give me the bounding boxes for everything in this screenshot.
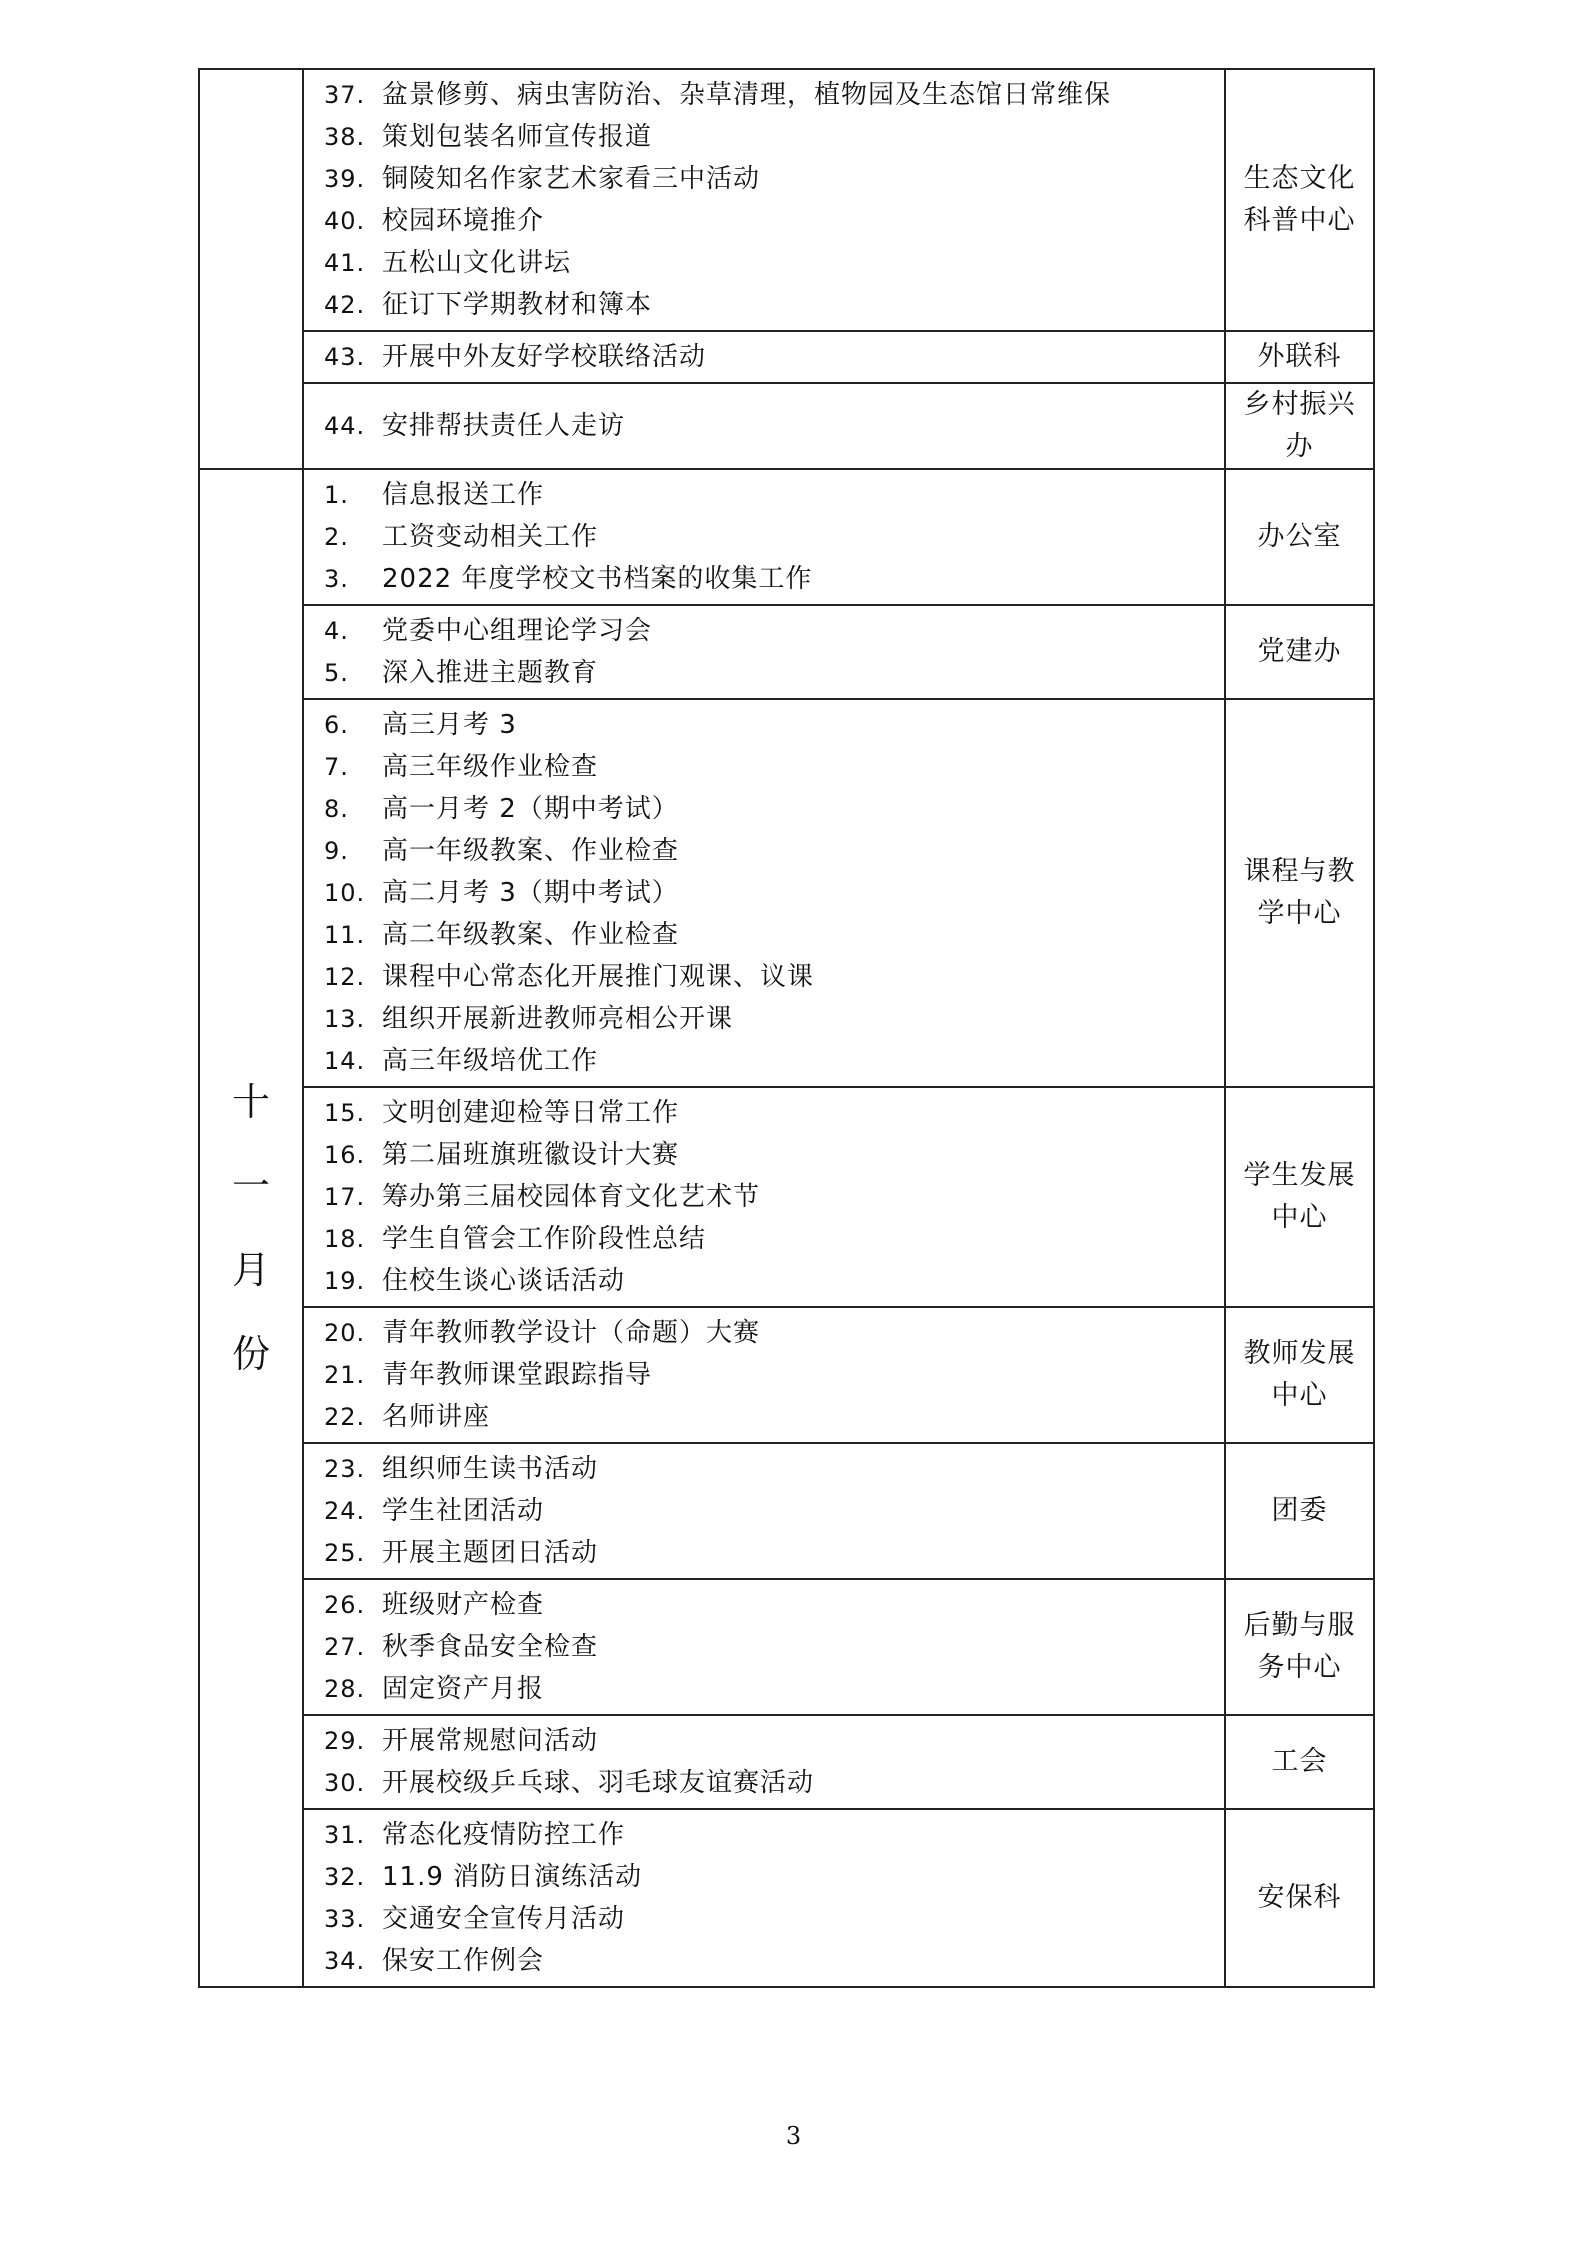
task-item [304,1814,1224,1856]
month-label: 十一月份 [231,1080,270,1376]
table-row [199,699,1374,1087]
task-number: 31. [324,1821,366,1849]
task-number: 20. [324,1319,366,1347]
task-number: 44. [324,412,366,440]
task-text: 组织师生读书活动 [382,1454,599,1484]
task-number: 12. [324,963,366,991]
task-number: 9. [324,837,349,865]
items-cell [303,699,1225,1087]
task-number: 23. [324,1455,366,1483]
task-text: 课程中心常态化开展推门观课、议课 [382,962,815,992]
task-item [304,1940,1224,1982]
task-text: 高一月考 2（期中考试） [382,794,679,824]
task-number: 33. [324,1905,366,1933]
task-item [304,1092,1224,1134]
task-text: 青年教师课堂跟踪指导 [382,1360,653,1390]
task-item [304,284,1224,326]
task-text: 策划包装名师宣传报道 [382,122,653,152]
department-name: 外联科 [1257,341,1342,372]
task-item [304,652,1224,694]
task-item [304,830,1224,872]
task-number: 42. [324,291,366,319]
task-number: 28. [324,1675,366,1703]
task-text: 高三月考 3 [382,710,517,740]
task-number: 34. [324,1947,366,1975]
task-item [304,516,1224,558]
task-item [304,1260,1224,1302]
table-row [199,69,1374,331]
department-name: 学生发展中心 [1243,1160,1356,1233]
task-text: 安排帮扶责任人走访 [382,411,626,441]
task-item [304,746,1224,788]
task-item [304,998,1224,1040]
task-item [304,1584,1224,1626]
task-number: 21. [324,1361,366,1389]
task-text: 固定资产月报 [382,1674,545,1704]
task-item [304,1448,1224,1490]
items-cell [303,1307,1225,1443]
task-text: 开展常规慰问活动 [382,1726,599,1756]
table-row [199,331,1374,383]
items-cell [303,69,1225,331]
task-item [304,242,1224,284]
task-item [304,1218,1224,1260]
task-number: 32. [324,1863,366,1891]
items-cell [303,1715,1225,1809]
task-item [304,872,1224,914]
task-item [304,1856,1224,1898]
task-number: 5. [324,659,349,687]
task-text: 高二年级教案、作业检查 [382,920,680,950]
task-item [304,956,1224,998]
department-cell [1225,699,1374,1087]
task-item [304,1396,1224,1438]
task-text: 开展主题团日活动 [382,1538,599,1568]
department-cell [1225,1715,1374,1809]
task-number: 43. [324,343,366,371]
items-cell [303,1809,1225,1987]
task-text: 校园环境推介 [382,206,545,236]
items-cell [303,1443,1225,1579]
task-text: 班级财产检查 [382,1590,545,1620]
task-item [304,158,1224,200]
department-cell [1225,1087,1374,1307]
task-text: 2022 年度学校文书档案的收集工作 [382,564,813,594]
department-name: 安保科 [1257,1882,1342,1913]
task-text: 组织开展新进教师亮相公开课 [382,1004,734,1034]
task-text: 秋季食品安全检查 [382,1632,599,1662]
task-text: 筹办第三届校园体育文化艺术节 [382,1182,761,1212]
task-item [304,1898,1224,1940]
month-cell-blank [199,69,303,469]
department-name: 生态文化科普中心 [1243,163,1356,236]
task-item [304,1354,1224,1396]
task-item [304,1720,1224,1762]
task-number: 14. [324,1047,366,1075]
task-item [304,558,1224,600]
task-text: 交通安全宣传月活动 [382,1904,626,1934]
task-item [304,474,1224,516]
task-text: 青年教师教学设计（命题）大赛 [382,1318,761,1348]
table-row [199,1307,1374,1443]
task-text: 征订下学期教材和簿本 [382,290,653,320]
task-item [304,914,1224,956]
task-item [304,336,1224,378]
task-text: 开展中外友好学校联络活动 [382,342,707,372]
department-name: 工会 [1271,1746,1328,1777]
department-name: 乡村振兴办 [1243,389,1356,462]
items-cell [303,1087,1225,1307]
task-number: 29. [324,1727,366,1755]
task-item [304,1762,1224,1804]
task-item [304,1040,1224,1082]
task-text: 名师讲座 [382,1402,491,1432]
department-name: 团委 [1271,1495,1328,1526]
task-number: 24. [324,1497,366,1525]
task-item [304,1134,1224,1176]
task-item [304,405,1224,447]
department-cell [1225,605,1374,699]
department-cell [1225,69,1374,331]
task-item [304,610,1224,652]
table-row [199,1809,1374,1987]
task-text: 高二月考 3（期中考试） [382,878,679,908]
task-number: 11. [324,921,366,949]
task-number: 27. [324,1633,366,1661]
task-text: 高一年级教案、作业检查 [382,836,680,866]
items-cell [303,383,1225,469]
department-name: 课程与教学中心 [1243,856,1356,929]
task-number: 6. [324,711,349,739]
task-item [304,1490,1224,1532]
task-text: 学生社团活动 [382,1496,545,1526]
task-number: 25. [324,1539,366,1567]
task-text: 深入推进主题教育 [382,658,599,688]
task-number: 15. [324,1099,366,1127]
table-row [199,1579,1374,1715]
task-number: 2. [324,523,349,551]
task-text: 11.9 消防日演练活动 [382,1862,643,1892]
department-name: 办公室 [1257,521,1342,552]
month-cell [199,469,303,1987]
items-cell [303,331,1225,383]
page-number: 3 [785,2122,802,2150]
task-number: 26. [324,1591,366,1619]
task-text: 铜陵知名作家艺术家看三中活动 [382,164,761,194]
task-number: 30. [324,1769,366,1797]
department-cell [1225,1443,1374,1579]
task-text: 高三年级培优工作 [382,1046,599,1076]
task-number: 7. [324,753,349,781]
task-text: 开展校级乒乓球、羽毛球友谊赛活动 [382,1768,815,1798]
table-row [199,383,1374,469]
task-item [304,200,1224,242]
task-item [304,704,1224,746]
table-row [199,1443,1374,1579]
task-text: 高三年级作业检查 [382,752,599,782]
task-text: 学生自管会工作阶段性总结 [382,1224,707,1254]
task-item [304,74,1224,116]
department-name: 教师发展中心 [1243,1338,1356,1411]
task-number: 16. [324,1141,366,1169]
task-number: 39. [324,165,366,193]
task-item [304,116,1224,158]
table-row [199,1087,1374,1307]
task-text: 住校生谈心谈话活动 [382,1266,626,1296]
task-number: 22. [324,1403,366,1431]
task-text: 五松山文化讲坛 [382,248,572,278]
task-text: 盆景修剪、病虫害防治、杂草清理，植物园及生态馆日常维保 [382,80,1112,110]
items-cell [303,1579,1225,1715]
task-number: 37. [324,81,366,109]
task-text: 工资变动相关工作 [382,522,599,552]
task-item [304,1668,1224,1710]
task-number: 1. [324,481,349,509]
task-text: 保安工作例会 [382,1946,545,1976]
table-row [199,1715,1374,1809]
department-name: 后勤与服务中心 [1243,1610,1356,1683]
task-number: 4. [324,617,349,645]
work-plan-table [198,68,1375,1988]
task-text: 党委中心组理论学习会 [382,616,653,646]
department-cell [1225,1307,1374,1443]
items-cell [303,605,1225,699]
task-number: 41. [324,249,366,277]
task-number: 18. [324,1225,366,1253]
task-text: 信息报送工作 [382,480,545,510]
task-number: 13. [324,1005,366,1033]
task-item [304,1176,1224,1218]
task-item [304,788,1224,830]
task-number: 38. [324,123,366,151]
department-cell [1225,1809,1374,1987]
task-item [304,1532,1224,1574]
task-number: 17. [324,1183,366,1211]
department-name: 党建办 [1257,636,1342,667]
department-cell [1225,383,1374,469]
task-number: 19. [324,1267,366,1295]
task-number: 8. [324,795,349,823]
department-cell [1225,1579,1374,1715]
table-row [199,469,1374,605]
task-item [304,1312,1224,1354]
task-number: 3. [324,565,349,593]
task-text: 第二届班旗班徽设计大赛 [382,1140,680,1170]
task-number: 40. [324,207,366,235]
task-item [304,1626,1224,1668]
department-cell [1225,331,1374,383]
task-number: 10. [324,879,366,907]
table-row [199,605,1374,699]
department-cell [1225,469,1374,605]
task-text: 文明创建迎检等日常工作 [382,1098,680,1128]
task-text: 常态化疫情防控工作 [382,1820,626,1850]
items-cell [303,469,1225,605]
